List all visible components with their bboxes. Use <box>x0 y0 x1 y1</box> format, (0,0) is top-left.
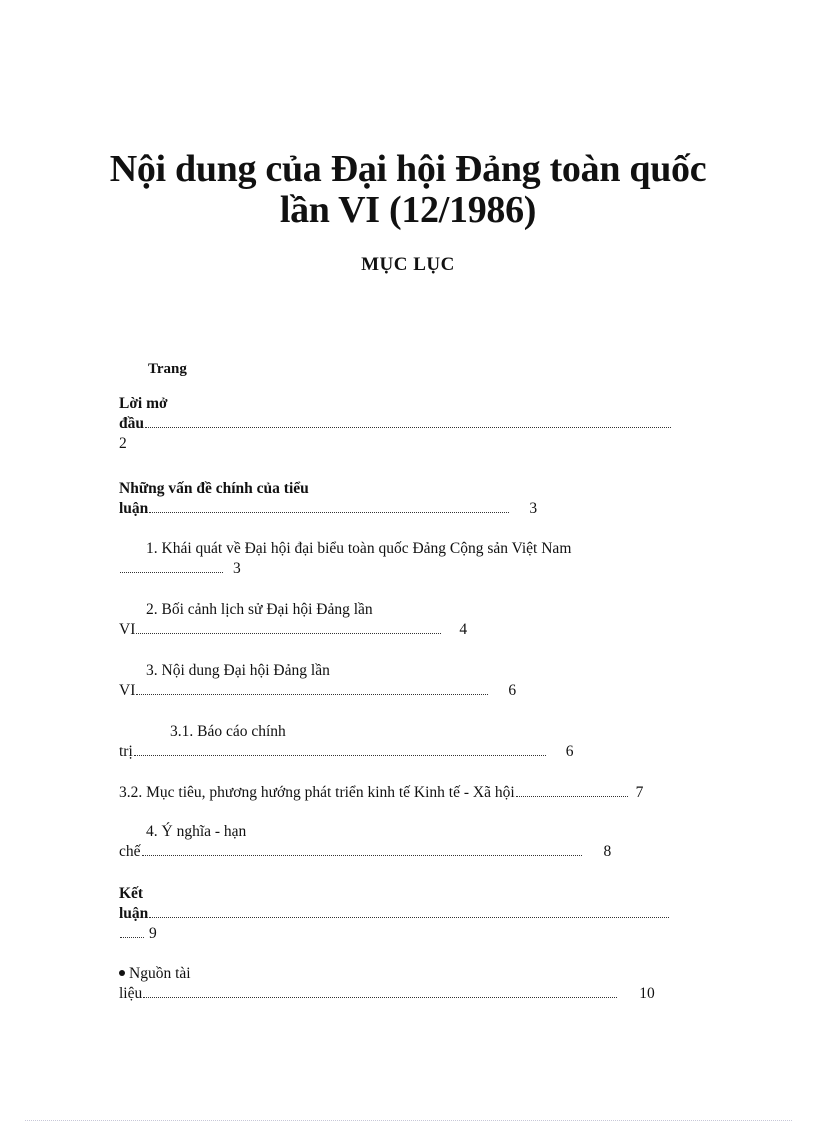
toc-page-number: 10 <box>639 985 655 1002</box>
table-of-contents-heading: MỤC LỤC <box>361 254 455 275</box>
toc-entry-text-cont: liệu <box>119 985 143 1002</box>
bullet-icon <box>119 970 125 976</box>
toc-entry-text-cont: luận <box>119 500 149 517</box>
toc-entry-text: Nguồn tài <box>129 965 191 982</box>
toc-entry-text-cont: luận <box>119 905 149 922</box>
dot-leader <box>136 693 488 695</box>
toc-entry-section-2[interactable] <box>119 600 689 640</box>
toc-entry-text-cont: chế <box>119 843 141 860</box>
toc-page-number: 6 <box>565 743 574 760</box>
toc-page-number: 2 <box>119 435 127 452</box>
toc-entry-section-3-2[interactable] <box>119 783 689 803</box>
dot-leader <box>149 916 669 918</box>
document-title <box>0 149 816 231</box>
toc-entry-introduction[interactable] <box>119 394 689 454</box>
toc-entry-text-cont: VI <box>119 621 136 638</box>
toc-entry-section-3[interactable] <box>119 661 689 701</box>
page-bottom-border <box>25 1120 792 1121</box>
toc-entry-text: 3. Nội dung Đại hội Đảng lần <box>146 662 330 679</box>
toc-entry-text: Kết <box>119 885 144 902</box>
toc-entry-section-4[interactable] <box>119 822 689 862</box>
dot-leader <box>142 854 582 856</box>
toc-entry-text: 3.2. Mục tiêu, phương hướng phát triển kinh tế Kinh tế - Xã hội <box>119 784 515 801</box>
toc-entry-section-1[interactable] <box>119 539 689 579</box>
page-column-label: Trang <box>148 361 187 377</box>
toc-entry-main-issues[interactable] <box>119 479 689 519</box>
toc-entry-text-cont: VI <box>119 682 136 699</box>
toc-entry-text: 4. Ý nghĩa - hạn <box>146 823 247 840</box>
title-line-2: lần VI (12/1986) <box>279 189 537 231</box>
toc-page-number: 3 <box>233 560 241 577</box>
toc-page-number: 7 <box>635 784 644 801</box>
toc-entry-text: Lời mở <box>119 395 168 412</box>
toc-entry-references[interactable] <box>119 964 689 1004</box>
dot-leader <box>120 571 223 573</box>
toc-page-number: 4 <box>459 621 468 638</box>
toc-entry-text: 1. Khái quát về Đại hội đại biểu toàn quốc Đảng Cộng sản Việt Nam <box>146 540 572 557</box>
toc-page-number: 8 <box>603 843 612 860</box>
dot-leader <box>145 426 671 428</box>
toc-entry-conclusion[interactable] <box>119 884 689 944</box>
toc-entry-text: Những vấn đề chính của tiểu <box>119 480 309 497</box>
toc-page-number: 9 <box>149 925 157 942</box>
toc-entry-text: 3.1. Báo cáo chính <box>170 723 286 740</box>
dot-leader <box>134 754 546 756</box>
dot-leader <box>136 632 441 634</box>
toc-entry-text-cont: đầu <box>119 415 144 432</box>
dot-leader <box>149 511 509 513</box>
dot-leader <box>120 936 144 938</box>
dot-leader <box>516 795 628 797</box>
toc-page-number: 6 <box>508 682 517 699</box>
toc-entry-section-3-1[interactable] <box>119 722 689 762</box>
toc-entry-text: 2. Bối cảnh lịch sử Đại hội Đảng lần <box>146 601 373 618</box>
toc-entry-text-cont: trị <box>119 743 133 760</box>
dot-leader <box>143 996 617 998</box>
title-line-1: Nội dung của Đại hội Đảng toàn quốc <box>109 148 707 190</box>
toc-page-number: 3 <box>529 500 538 517</box>
